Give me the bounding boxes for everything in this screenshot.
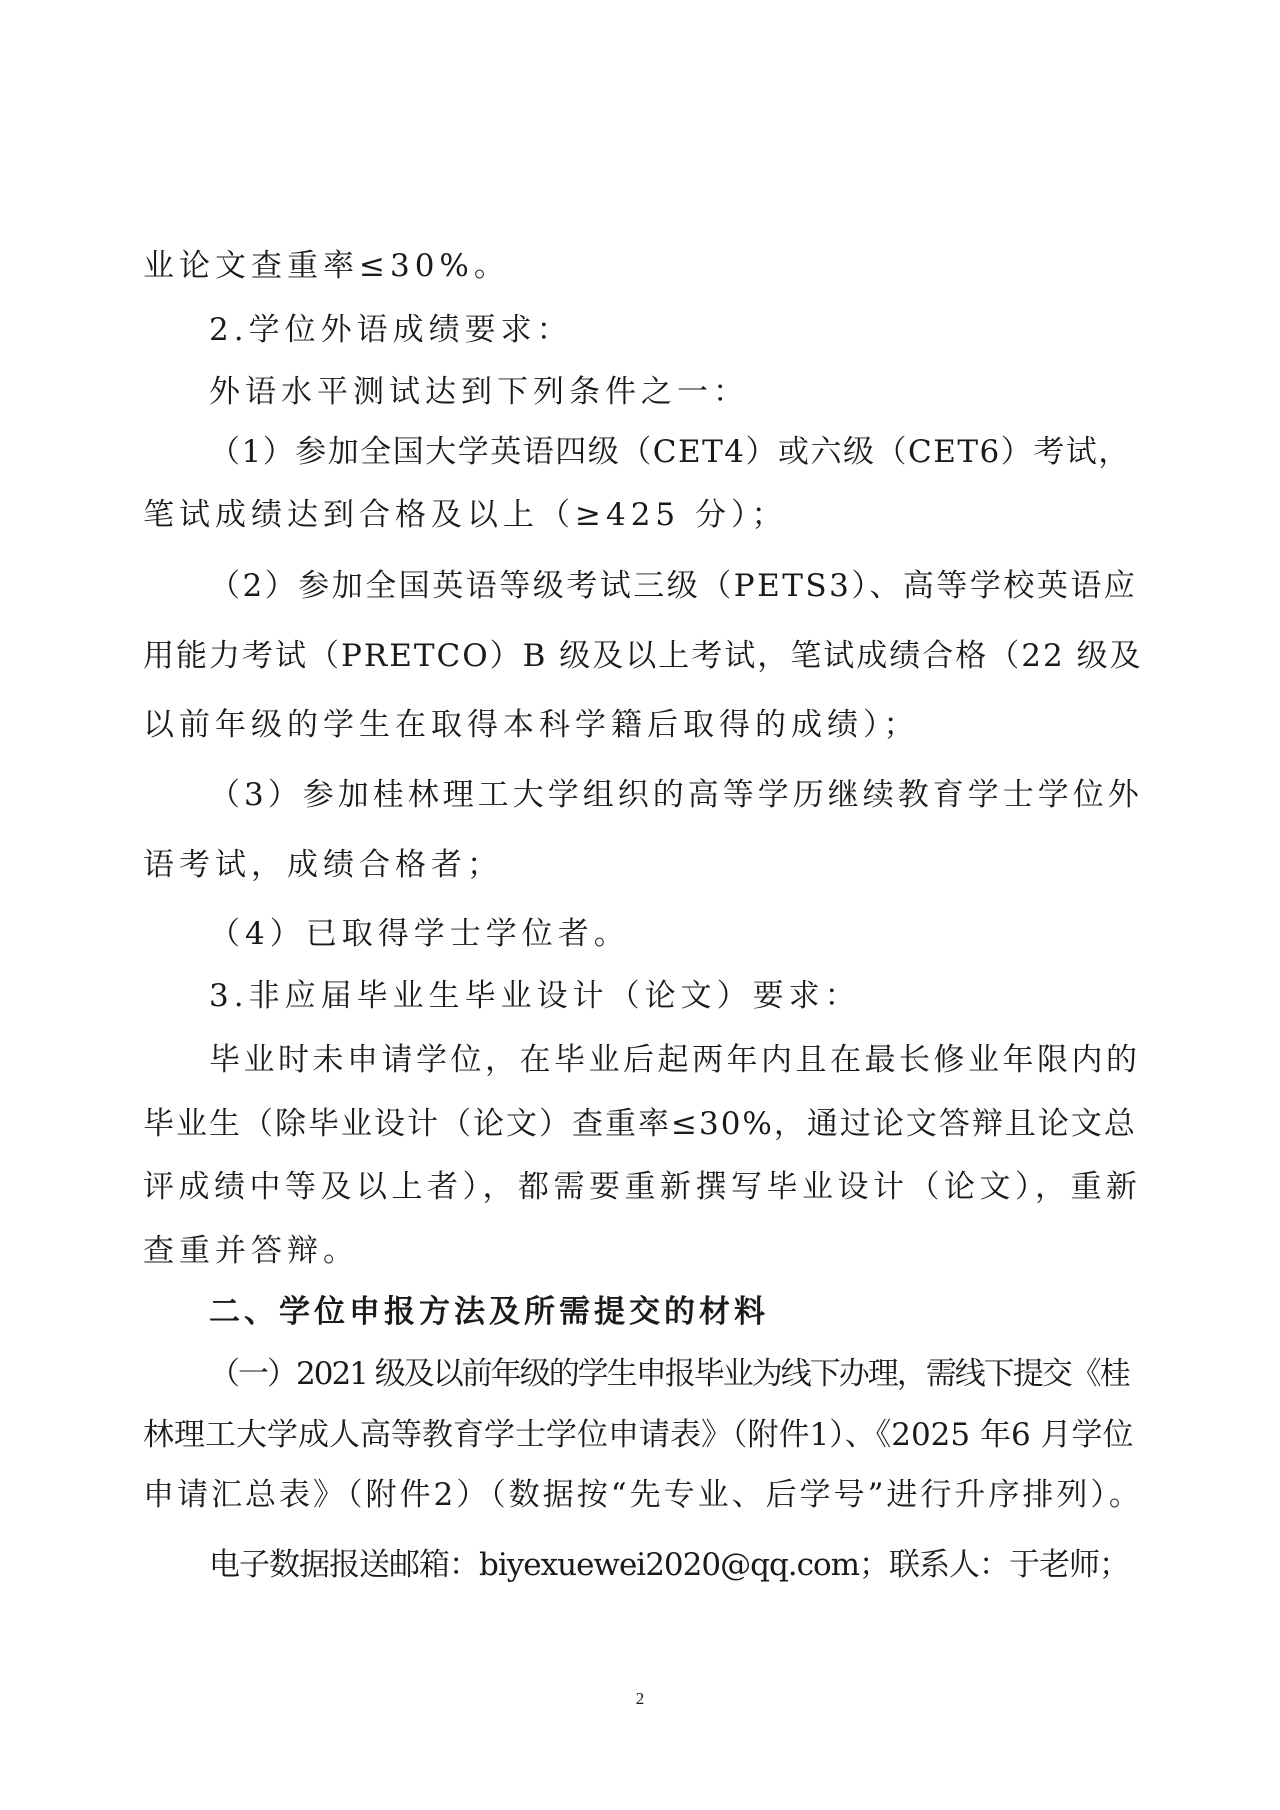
section-subheading: 3.非应届毕业生毕业设计（论文）要求： bbox=[209, 978, 861, 1014]
list-item: （1）参加全国大学英语四级（CET4）或六级（CET6）考试， bbox=[209, 434, 1131, 470]
paragraph-line: 评成绩中等及以上者），都需要重新撰写毕业设计（论文），重新 bbox=[143, 1169, 1142, 1205]
section-subheading: 2.学位外语成绩要求： bbox=[209, 312, 573, 348]
list-item: （4）已取得学士学位者。 bbox=[209, 916, 630, 952]
paragraph-line: 毕业时未申请学位，在毕业后起两年内且在最长修业年限内的 bbox=[209, 1042, 1141, 1078]
paragraph-line: 申请汇总表》（附件2）（数据按“先专业、后学号”进行升序排列）。 bbox=[143, 1477, 1143, 1513]
list-item: （2）参加全国英语等级考试三级（PETS3）、高等学校英语应 bbox=[209, 568, 1138, 604]
section-heading: 二、学位申报方法及所需提交的材料 bbox=[209, 1294, 769, 1330]
paragraph-line: 毕业生（除毕业设计（论文）查重率≤30%，通过论文答辩且论文总 bbox=[143, 1106, 1137, 1142]
contact-line: 电子数据报送邮箱：biyexuewei2020@qq.com；联系人：于老师； bbox=[209, 1547, 1130, 1583]
paragraph-line: 外语水平测试达到下列条件之一： bbox=[209, 374, 749, 410]
paragraph-line: 用能力考试（PRETCO）B 级及以上考试，笔试成绩合格（22 级及 bbox=[143, 638, 1143, 674]
paragraph-line: 业论文查重率≤30%。 bbox=[143, 248, 510, 284]
paragraph-line: 林理工大学成人高等教育学士学位申请表》（附件1）、《2025 年6 月学位 bbox=[143, 1417, 1134, 1453]
paragraph-line: 笔试成绩达到合格及以上（≥425 分）； bbox=[143, 497, 788, 533]
paragraph-line: （一）2021 级及以前年级的学生申报毕业为线下办理，需线下提交《桂 bbox=[209, 1356, 1129, 1392]
list-item: （3）参加桂林理工大学组织的高等学历继续教育学士学位外 bbox=[209, 777, 1143, 813]
paragraph-line: 查重并答辩。 bbox=[143, 1233, 359, 1269]
page-number: 2 bbox=[635, 1689, 645, 1708]
paragraph-line: 以前年级的学生在取得本科学籍后取得的成绩）； bbox=[143, 707, 920, 743]
paragraph-line: 语考试，成绩合格者； bbox=[143, 847, 503, 883]
